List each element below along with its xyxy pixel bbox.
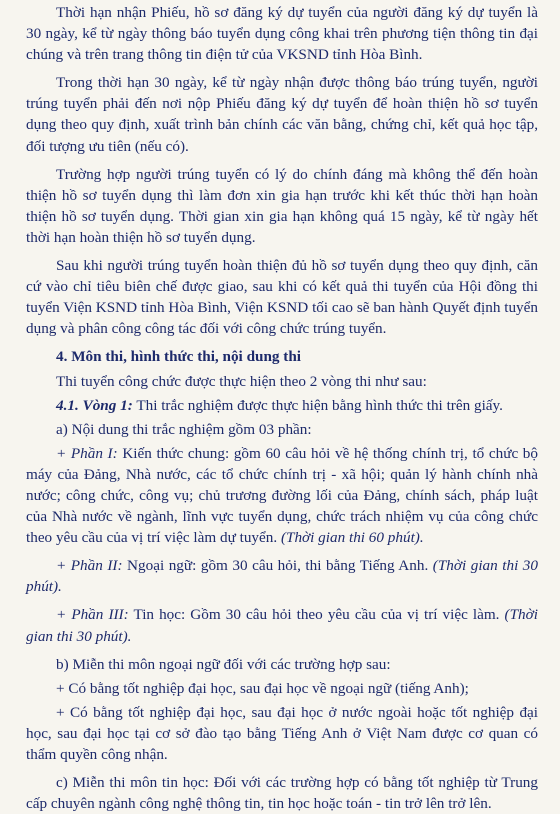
item-b-2: + Có bằng tốt nghiệp đại học, sau đại học ở nước ngoài hoặc tốt nghiệp đại học, sau đại học tại cơ sở đào tạo bằng Tiếng Anh ở Việt Nam được cơ quan có thẩm quyền công nhận. (26, 703, 538, 763)
paragraph-decision: Sau khi người trúng tuyển hoàn thiện đủ hồ sơ tuyển dụng theo quy định, căn cứ vào chỉ tiêu biên chế được giao, sau khi có kết quả thi tuyển của Hội đồng thi tuyển Viện KSND tỉnh Hòa Bình, Viện KSND tối cao sẽ ban hành Quyết định tuyển dụng và phân công công tác đối với công chức trúng tuyển. (26, 257, 538, 338)
round-1-text: Thi trắc nghiệm được thực hiện bằng hình thức thi trên giấy. (132, 396, 503, 414)
part-2-text: Ngoại ngữ: gồm 30 câu hỏi, thi bằng Tiếng Anh. (122, 557, 429, 575)
paragraph-completion: Trong thời hạn 30 ngày, kể từ ngày nhận được thông báo trúng tuyển, người trúng tuyển phải đến nơi nộp Phiếu đăng ký dự tuyển để hoàn thiện hồ sơ tuyển dụng theo quy định, xuất trình bản chính các văn bằng, chứng chỉ, kết quả học tập, đối tượng ưu tiên (nếu có). (26, 74, 538, 155)
part-3-time: (Thời gian thi 30 phút). (26, 606, 538, 645)
part-2-label: + Phần II: (56, 557, 123, 575)
part-2-time: (Thời gian thi 30 phút). (26, 557, 538, 596)
round-1-label: 4.1. Vòng 1: (56, 396, 133, 414)
part-3-text: Tin học: Gồm 30 câu hỏi theo yêu cầu của vị trí việc làm. (128, 606, 500, 624)
part-1-label: + Phần I: (56, 444, 118, 462)
part-1-time: (Thời gian thi 60 phút). (277, 529, 424, 547)
round-1 (26, 395, 538, 416)
part-2 (26, 555, 538, 597)
item-b-1: + Có bằng tốt nghiệp đại học, sau đại học về ngoại ngữ (tiếng Anh); (56, 679, 469, 697)
item-b: b) Miễn thi môn ngoại ngữ đối với các trường hợp sau: (56, 655, 391, 673)
item-c: c) Miễn thi môn tin học: Đối với các trường hợp có bằng tốt nghiệp từ Trung cấp chuyên ngành công nghệ thông tin, tin học hoặc toán - tin trở lên trở lên. (26, 774, 538, 813)
part-1-text: Kiến thức chung: gồm 60 câu hỏi về hệ thống chính trị, tổ chức bộ máy của Đảng, Nhà nước, các tổ chức chính trị - xã hội; quản lý hành chính nhà nước; công chức, công vụ; chủ trương đường lối của Đảng, chính sách, pháp luật của Nhà nước về ngành, lĩnh vực tuyển dụng, chức trách nhiệm vụ của công chức theo yêu cầu của vị trí việc làm dự tuyển. (26, 444, 538, 547)
item-a: a) Nội dung thi trắc nghiệm gồm 03 phần: (56, 420, 312, 438)
part-3 (26, 604, 538, 646)
paragraph-extension: Trường hợp người trúng tuyển có lý do chính đáng mà không thể đến hoàn thiện hồ sơ tuyển dụng thì làm đơn xin gia hạn trước khi kết thúc thời hạn hoàn thiện hồ sơ tuyển dụng. Thời gian xin gia hạn không quá 15 ngày, kể từ ngày hết thời hạn hoàn thiện hồ sơ tuyển dụng. (26, 165, 538, 246)
paragraph-rounds: Thi tuyển công chức được thực hiện theo 2 vòng thi như sau: (56, 372, 427, 390)
part-1 (26, 443, 538, 548)
paragraph-deadline: Thời hạn nhận Phiếu, hồ sơ đăng ký dự tuyển của người đăng ký dự tuyển là 30 ngày, kể từ ngày thông báo tuyển dụng công khai trên phương tiện thông tin đại chúng và trên trang thông tin điện tử của VKSND tỉnh Hòa Bình. (26, 4, 538, 64)
part-3-label: + Phần III: (56, 606, 129, 624)
section-heading-4: 4. Môn thi, hình thức thi, nội dung thi (56, 348, 302, 366)
